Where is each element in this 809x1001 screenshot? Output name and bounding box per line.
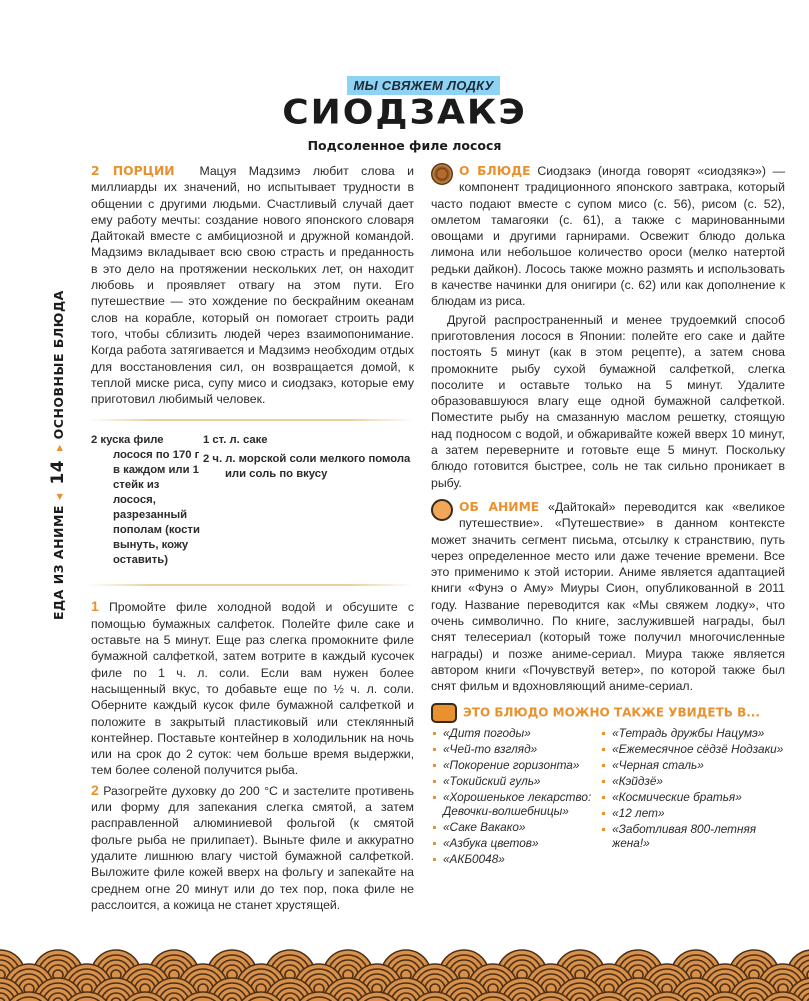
anime-title: «Заботливая 800-летняя жена!»	[600, 822, 785, 851]
step-text: Промойте филе холодной водой и обсушите с помощью бумажных салфеток. Полейте филе саке и оставьте на 5 минут. Еще раз слегка промокните филе бумажной салфеткой, затем вотрите в каждый кусочек филе по 1 ч. л. соли. Если вам нужен более насыщенный вкус, то добавьте еще по ½ ч. л. соли. Оберните каждый кусок филе бумажной салфеткой и положите в закрытый пластиковый или стеклянный контейнер. Поставьте контейнер в холодильник на ночь или на срок до 2 суток: чем больше время выдержки, тем более соленой получится рыба.	[91, 600, 414, 778]
recipe-subtitle: Подсоленное филе лосося	[307, 138, 502, 153]
divider	[87, 584, 414, 586]
anime-title: «Космические братья»	[600, 790, 785, 805]
anime-title: «Азбука цветов»	[431, 836, 600, 851]
recipe-title: СИОДЗАКЭ	[282, 93, 527, 132]
ingredients	[91, 433, 414, 572]
ingredient: 2 куска филе лосося по 170 г в каждом или 1 стейк из лосося, разрезанный пополам (кости вынуть, кожу оставить)	[91, 434, 200, 567]
about-dish	[431, 163, 785, 310]
tv-icon	[431, 703, 457, 723]
chapter-name: ОСНОВНЫЕ БЛЮДА	[51, 290, 66, 440]
series-banner: МЫ СВЯЖЕМ ЛОДКУ	[347, 76, 500, 95]
arrow-right-icon: ▸	[51, 444, 66, 451]
about-dish-text: Сиодзакэ (иногда говорят «сиодзякэ») — компонент традиционного японского завтрака, который часто подают вместе с супом мисо (с. 56), рисом (с. 52), омлетом тамагояки (с. 61), а также с маринованными овощами и другими гарнирами. Освежит блюдо долька лимона или небольшое количество ороси (мелко натертой редьки дайкон). Лосось также можно размять и использовать в качестве начинки для онигири (с. 62) или как дополнение к блюдам из риса.	[431, 164, 786, 309]
left-column	[91, 163, 414, 913]
also-seen-heading	[431, 703, 785, 723]
step-text: Разогрейте духовку до 200 °C и застелите противень или форму для запекания слегка смятой, а затем расправленной алюминиевой фольгой (к смятой фольге рыба не прилипает). Выньте филе и аккуратно удалите лишнюю влагу чистой бумажной салфеткой. Выложите филе кожей вверх на фольгу и запекайте на среднем огне 20 минут или до тех пор, пока филе не расслоится, а кожица не станет хрустящей.	[91, 783, 415, 912]
anime-title: «Дитя погоды»	[431, 726, 600, 741]
about-dish-label: О БЛЮДЕ	[459, 164, 531, 178]
anime-title: «Хорошенькое лекарство: Девочки-волшебницы»	[431, 790, 600, 819]
page-number: 14	[48, 459, 68, 485]
servings: 2 ПОРЦИИ	[91, 164, 175, 178]
step-number: 2	[91, 781, 99, 798]
section-name: ЕДА ИЗ АНИМЕ	[51, 505, 66, 620]
divider	[87, 419, 414, 421]
ingredient: 1 ст. л. саке	[202, 434, 268, 447]
anime-title: «12 лет»	[600, 806, 785, 821]
intro-text: Мацуя Мадзимэ любит слова и миллиарды их значений, но испытывает трудности в общении с другими людьми. Счастливый случай дает ему работу мечты: создание нового японского словаря Дайтокай вместе с амбициозной и дружной командой. Мадзимэ вкладывает всю свою страсть и преданность в это дело на протяжении нескольких лет, он находит любовь и проявляет отвагу на этом пути. Его путешествие — это хождение по бескрайним океанам слов на корабле, который он помогает строить ради того, чтобы сблизить людей через взаимопонимание. Когда работа затягивается и Мадзимэ необходим отдых для восстановления сил, он возвращается домой, к теплой миске риса, супу мисо и сиодзакэ, которые ему приготовил любимый человек.	[91, 164, 415, 407]
anime-title: «Кэйдзё»	[600, 774, 785, 789]
anime-title: «Черная сталь»	[600, 758, 785, 773]
dish-icon	[431, 163, 453, 185]
about-dish-text-2: Другой распространенный и менее трудоемкий способ приготовления лосося в Японии: полейте его саке и дайте постоять 5 минут (как в этом рецепте), а затем снова промокните рыбу сухой бумажной салфеткой, слегка посолите и оставьте только на 5 минут. Удалите образовавшуюся влагу еще одной бумажной салфеткой. Поместите рыбу на смазанную маслом решетку, стоящую над подносом с водой, и обжаривайте кожей вверх 10 минут, а затем переверните и готовьте еще 5 минут. Поскольку блюдо готовится быстрее, соль не так сильно проникает в рыбу.	[431, 312, 785, 490]
also-seen-title: ЭТО БЛЮДО МОЖНО ТАКЖЕ УВИДЕТЬ В...	[463, 705, 760, 719]
about-anime-text: «Дайтокай» переводится как «великое путешествие». «Путешествие» в данном контексте может значить сегмент письма, отсылку к странствию, путь через определенное место или даже течение времени. Все это применимо к этой истории. Аниме является адаптацией книги «Фунэ о Аму» Миуры Сион, опубликованной в 2011 году. Название переводится как «Мы свяжем лодку», что очень символично. По книге, заслужившей награды, был снят телесериал (который тоже получил многочисленные награды) и позже аниме-сериал. Миура также является автором книги «Почувствуй ветер», по которой также был снят фильм и вдохновляющий аниме-сериал.	[431, 499, 785, 694]
about-anime	[431, 499, 785, 695]
anime-character-icon	[431, 499, 453, 521]
about-anime-label: ОБ АНИМЕ	[459, 499, 540, 514]
anime-title: «Чей-то взгляд»	[431, 742, 600, 757]
step-number: 1	[91, 598, 99, 615]
wave-pattern	[0, 940, 809, 1001]
page-sidebar	[48, 290, 68, 620]
anime-title: «Ежемесячное сёдзё Нодзаки»	[600, 742, 785, 757]
step-1	[91, 598, 414, 778]
anime-title: «АКБ0048»	[431, 852, 600, 867]
arrow-left-icon: ◂	[51, 493, 66, 501]
anime-title: «Саке Вакако»	[431, 820, 600, 835]
right-column	[431, 163, 785, 868]
anime-title: «Тетрадь дружбы Нацумэ»	[600, 726, 785, 741]
step-2	[91, 782, 414, 913]
anime-title: «Токийский гуль»	[431, 774, 600, 789]
intro-paragraph	[91, 163, 414, 407]
anime-title: «Покорение горизонта»	[431, 758, 600, 773]
also-seen-lists	[431, 726, 785, 869]
ingredient: 2 ч. л. морской соли мелкого помола или соль по вкусу	[202, 453, 411, 481]
